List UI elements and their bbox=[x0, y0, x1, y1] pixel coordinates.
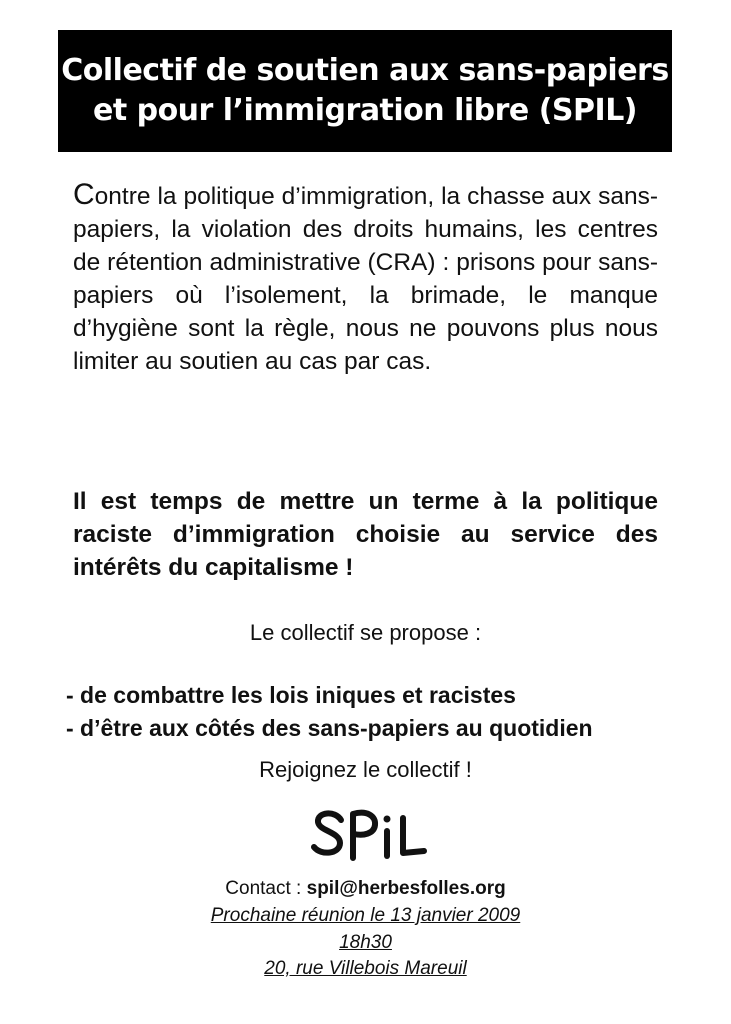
goal-item: - d’être aux côtés des sans-papiers au quotidien bbox=[66, 715, 593, 741]
logo-i-dot bbox=[384, 816, 391, 823]
contact-email[interactable]: spil@herbesfolles.org bbox=[306, 878, 506, 899]
title-line-2: et pour l’immigration libre (SPIL) bbox=[92, 93, 638, 128]
call-to-action: Il est temps de mettre un terme à la politique raciste d’immigration choisie au service des intérêts du capitalisme ! bbox=[73, 488, 658, 581]
meeting-address: 20, rue Villebois Mareuil bbox=[264, 958, 467, 979]
spil-logo bbox=[305, 800, 435, 868]
contact-line bbox=[0, 876, 731, 902]
meeting-info bbox=[0, 903, 731, 983]
logo-letter-s bbox=[314, 813, 341, 852]
title-banner bbox=[58, 30, 672, 152]
logo-letter-p bbox=[353, 813, 375, 858]
propose-intro: Le collectif se propose : bbox=[249, 620, 482, 645]
meeting-date: Prochaine réunion le 13 janvier 2009 bbox=[210, 905, 521, 926]
intro-paragraph bbox=[73, 178, 658, 378]
logo-letter-l bbox=[403, 818, 424, 853]
meeting-time: 18h30 bbox=[339, 931, 392, 953]
intro-text: ontre la politique d’immigration, la chasse aux sans-papiers, la violation des droits humains, les centres de rétention administrative (CRA) : prisons pour sans-papiers où l’isolement, la brimade, le manque d’hygiène sont la règle, nous ne pouvons plus nous limiter au soutien au cas par cas. bbox=[73, 183, 658, 375]
title-line-1: Collectif de soutien aux sans-papiers bbox=[61, 53, 669, 88]
drop-cap: C bbox=[73, 178, 95, 211]
goal-item: - de combattre les lois iniques et racistes bbox=[66, 682, 516, 708]
join-text: Rejoignez le collectif ! bbox=[259, 757, 472, 782]
contact-label: Contact : bbox=[225, 878, 307, 899]
goals-list bbox=[66, 679, 716, 745]
